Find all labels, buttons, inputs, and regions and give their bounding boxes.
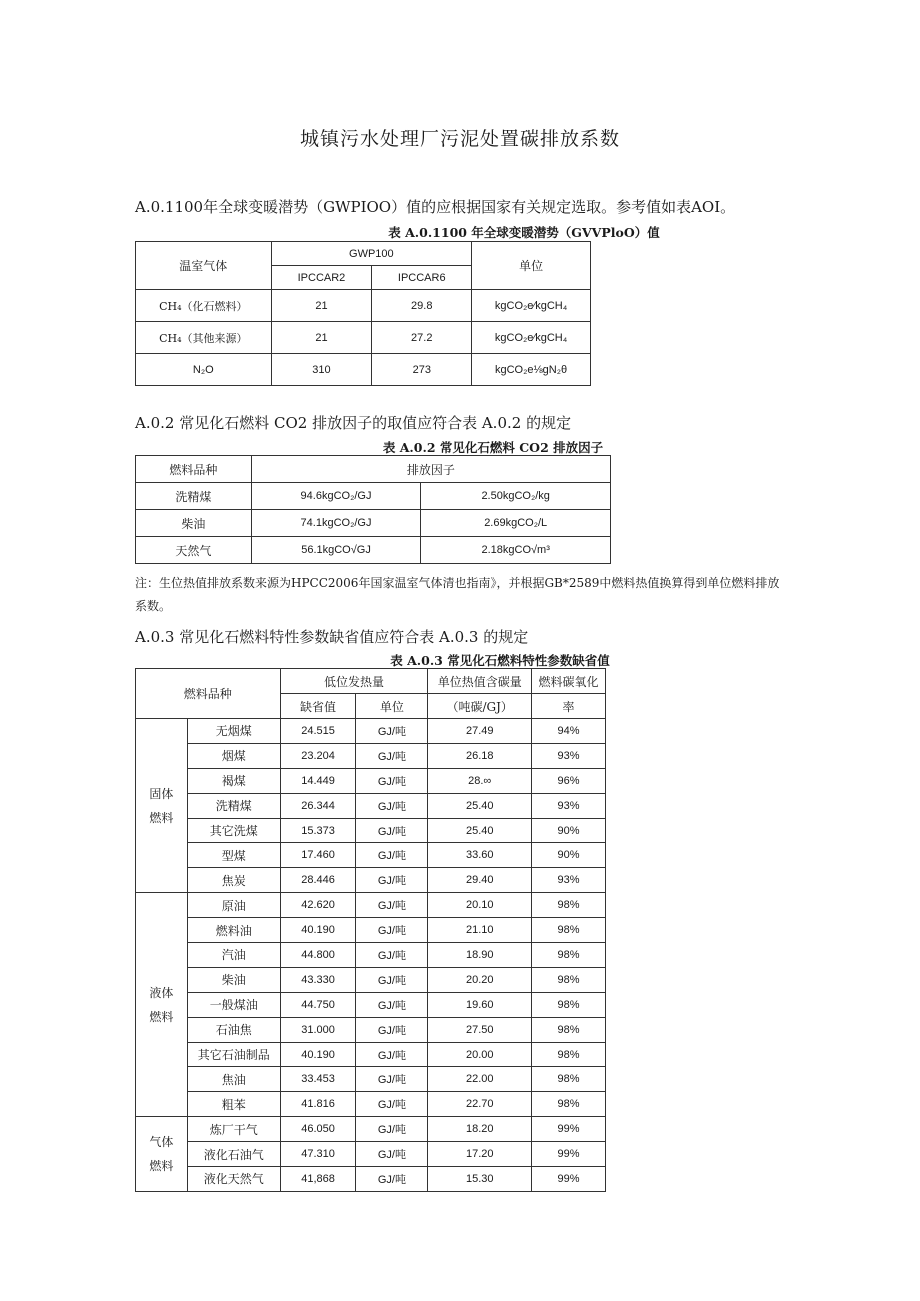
cell-fuel: 无烟煤 bbox=[187, 719, 280, 744]
group-label-line2: 燃料 bbox=[149, 1009, 174, 1024]
cell-factor-gj: 74.1kgCO₂/GJ bbox=[251, 510, 421, 537]
cell-fuel: 汽油 bbox=[187, 943, 280, 968]
table-row bbox=[136, 743, 606, 768]
cell-default: 33.453 bbox=[280, 1067, 356, 1092]
cell-factor-unit: 2.69kgCO₂/L bbox=[421, 510, 611, 537]
table-row bbox=[136, 1117, 606, 1142]
cell-fuel: 褐煤 bbox=[187, 768, 280, 793]
cell-carbon: 22.70 bbox=[428, 1092, 532, 1117]
cell-oxidation: 98% bbox=[532, 1067, 606, 1092]
header-oxidation-rate-2: 率 bbox=[532, 694, 606, 719]
cell-unit: GJ/吨 bbox=[356, 1117, 428, 1142]
cell-carbon: 28.∞ bbox=[428, 768, 532, 793]
table-row bbox=[136, 322, 591, 354]
cell-oxidation: 99% bbox=[532, 1167, 606, 1192]
cell-oxidation: 96% bbox=[532, 768, 606, 793]
cell-carbon: 29.40 bbox=[428, 868, 532, 893]
cell-oxidation: 93% bbox=[532, 743, 606, 768]
cell-unit: GJ/吨 bbox=[356, 818, 428, 843]
table-a02-note: 注：生位热值排放系数来源为HPCC2006年国家温室气体清也指南》，并根据GB*2589中燃料热值换算得到单位燃料排放系数。 bbox=[135, 576, 780, 613]
cell-default: 41.816 bbox=[280, 1092, 356, 1117]
cell-unit: kgCO₂e⁄kgCH₄ bbox=[472, 290, 591, 322]
table-row bbox=[136, 818, 606, 843]
cell-default: 23.204 bbox=[280, 743, 356, 768]
cell-fuel: 燃料油 bbox=[187, 918, 280, 943]
table-row bbox=[136, 967, 606, 992]
cell-unit: GJ/吨 bbox=[356, 868, 428, 893]
cell-ar2: 21 bbox=[271, 322, 372, 354]
cell-fuel: 液化天然气 bbox=[187, 1167, 280, 1192]
header-fuel: 燃料品种 bbox=[136, 669, 281, 719]
cell-oxidation: 90% bbox=[532, 818, 606, 843]
cell-oxidation: 98% bbox=[532, 943, 606, 968]
cell-default: 46.050 bbox=[280, 1117, 356, 1142]
table-a03 bbox=[135, 668, 606, 1192]
cell-unit: GJ/吨 bbox=[356, 843, 428, 868]
cell-carbon: 25.40 bbox=[428, 793, 532, 818]
cell-factor-gj: 94.6kgCO₂/GJ bbox=[251, 483, 421, 510]
header-fuel: 燃料品种 bbox=[136, 456, 252, 483]
cell-default: 40.190 bbox=[280, 1042, 356, 1067]
cell-unit: GJ/吨 bbox=[356, 1167, 428, 1192]
table-row bbox=[136, 354, 591, 386]
cell-gas: N₂O bbox=[136, 354, 272, 386]
cell-unit: kgCO₂e⁄kgCH₄ bbox=[472, 322, 591, 354]
cell-fuel: 洗精煤 bbox=[187, 793, 280, 818]
header-ar6: IPCCAR6 bbox=[372, 266, 472, 290]
table-row bbox=[136, 918, 606, 943]
table-a01-caption: 表 A.0.1100 年全球变暖潜势（GVVPloO）值 bbox=[388, 225, 660, 240]
table-a02 bbox=[135, 455, 611, 564]
cell-fuel: 焦炭 bbox=[187, 868, 280, 893]
header-ar2: IPCCAR2 bbox=[271, 266, 372, 290]
cell-gas: CH₄（其他来源） bbox=[136, 322, 272, 354]
section-a01-text: A.0.1100年全球变暖潜势（GWPIOO）值的应根据国家有关规定选取。参考值如表AOI。 bbox=[135, 198, 736, 216]
header-unit: 单位 bbox=[356, 694, 428, 719]
cell-fuel: 焦油 bbox=[187, 1067, 280, 1092]
cell-factor-unit: 2.50kgCO₂/kg bbox=[421, 483, 611, 510]
header-oxidation-rate: 燃料碳氧化 bbox=[532, 669, 606, 694]
cell-carbon: 20.10 bbox=[428, 893, 532, 918]
group-label bbox=[136, 893, 188, 1117]
group-label-line1: 固体 bbox=[149, 786, 174, 801]
cell-unit: GJ/吨 bbox=[356, 1092, 428, 1117]
cell-unit: GJ/吨 bbox=[356, 943, 428, 968]
cell-carbon: 20.20 bbox=[428, 967, 532, 992]
cell-default: 31.000 bbox=[280, 1017, 356, 1042]
section-a03-text: A.0.3 常见化石燃料特性参数缺省值应符合表 A.0.3 的规定 bbox=[135, 628, 529, 646]
table-row bbox=[136, 793, 606, 818]
cell-default: 44.800 bbox=[280, 943, 356, 968]
cell-ar2: 310 bbox=[271, 354, 372, 386]
table-row bbox=[136, 719, 606, 744]
cell-default: 28.446 bbox=[280, 868, 356, 893]
cell-fuel: 其它洗煤 bbox=[187, 818, 280, 843]
cell-unit: GJ/吨 bbox=[356, 992, 428, 1017]
group-label bbox=[136, 719, 188, 893]
cell-oxidation: 98% bbox=[532, 1042, 606, 1067]
header-default: 缺省值 bbox=[280, 694, 356, 719]
table-row bbox=[136, 943, 606, 968]
cell-unit: GJ/吨 bbox=[356, 793, 428, 818]
table-row bbox=[136, 1017, 606, 1042]
table-row bbox=[136, 1092, 606, 1117]
cell-unit: GJ/吨 bbox=[356, 1067, 428, 1092]
cell-unit: GJ/吨 bbox=[356, 743, 428, 768]
table-row bbox=[136, 893, 606, 918]
header-unit: 单位 bbox=[472, 242, 591, 290]
cell-oxidation: 99% bbox=[532, 1142, 606, 1167]
cell-oxidation: 98% bbox=[532, 893, 606, 918]
cell-carbon: 26.18 bbox=[428, 743, 532, 768]
cell-oxidation: 99% bbox=[532, 1117, 606, 1142]
cell-oxidation: 94% bbox=[532, 719, 606, 744]
cell-oxidation: 93% bbox=[532, 868, 606, 893]
cell-fuel: 洗精煤 bbox=[136, 483, 252, 510]
cell-carbon: 22.00 bbox=[428, 1067, 532, 1092]
cell-carbon: 18.20 bbox=[428, 1117, 532, 1142]
table-row bbox=[136, 768, 606, 793]
header-carbon-unit: （吨碳/GJ） bbox=[428, 694, 532, 719]
page-title: 城镇污水处理厂污泥处置碳排放系数 bbox=[299, 128, 620, 150]
cell-fuel: 炼厂干气 bbox=[187, 1117, 280, 1142]
cell-oxidation: 98% bbox=[532, 918, 606, 943]
cell-fuel: 型煤 bbox=[187, 843, 280, 868]
cell-ar6: 27.2 bbox=[372, 322, 472, 354]
group-label-line1: 液体 bbox=[149, 985, 174, 1000]
group-label-line1: 气体 bbox=[149, 1135, 174, 1150]
cell-default: 41,868 bbox=[280, 1167, 356, 1192]
cell-carbon: 18.90 bbox=[428, 943, 532, 968]
cell-fuel: 一般煤油 bbox=[187, 992, 280, 1017]
cell-oxidation: 98% bbox=[532, 992, 606, 1017]
cell-unit: GJ/吨 bbox=[356, 719, 428, 744]
header-lhv: 低位发热量 bbox=[280, 669, 428, 694]
cell-default: 47.310 bbox=[280, 1142, 356, 1167]
cell-gas: CH₄（化石燃料） bbox=[136, 290, 272, 322]
table-row bbox=[136, 290, 591, 322]
table-row bbox=[136, 1042, 606, 1067]
cell-unit: GJ/吨 bbox=[356, 768, 428, 793]
cell-carbon: 17.20 bbox=[428, 1142, 532, 1167]
header-factor: 排放因子 bbox=[251, 456, 610, 483]
cell-oxidation: 98% bbox=[532, 967, 606, 992]
group-label bbox=[136, 1117, 188, 1192]
cell-oxidation: 98% bbox=[532, 1092, 606, 1117]
table-row bbox=[136, 1142, 606, 1167]
cell-carbon: 33.60 bbox=[428, 843, 532, 868]
cell-carbon: 15.30 bbox=[428, 1167, 532, 1192]
table-row bbox=[136, 992, 606, 1017]
table-row bbox=[136, 483, 611, 510]
cell-default: 42.620 bbox=[280, 893, 356, 918]
cell-unit: GJ/吨 bbox=[356, 1017, 428, 1042]
cell-ar6: 29.8 bbox=[372, 290, 472, 322]
cell-fuel: 天然气 bbox=[136, 537, 252, 564]
header-gwp: GWP100 bbox=[271, 242, 472, 266]
cell-default: 43.330 bbox=[280, 967, 356, 992]
cell-default: 17.460 bbox=[280, 843, 356, 868]
cell-unit: GJ/吨 bbox=[356, 1142, 428, 1167]
cell-oxidation: 93% bbox=[532, 793, 606, 818]
cell-fuel: 原油 bbox=[187, 893, 280, 918]
cell-default: 26.344 bbox=[280, 793, 356, 818]
cell-fuel: 石油焦 bbox=[187, 1017, 280, 1042]
cell-oxidation: 98% bbox=[532, 1017, 606, 1042]
cell-fuel: 烟煤 bbox=[187, 743, 280, 768]
table-a01 bbox=[135, 241, 591, 386]
cell-carbon: 25.40 bbox=[428, 818, 532, 843]
cell-factor-gj: 56.1kgCO√GJ bbox=[251, 537, 421, 564]
cell-carbon: 21.10 bbox=[428, 918, 532, 943]
group-label-line2: 燃料 bbox=[149, 1159, 174, 1174]
cell-carbon: 20.00 bbox=[428, 1042, 532, 1067]
cell-default: 24.515 bbox=[280, 719, 356, 744]
cell-carbon: 27.49 bbox=[428, 719, 532, 744]
cell-unit: GJ/吨 bbox=[356, 918, 428, 943]
cell-unit: GJ/吨 bbox=[356, 967, 428, 992]
cell-factor-unit: 2.18kgCO√m³ bbox=[421, 537, 611, 564]
cell-carbon: 27.50 bbox=[428, 1017, 532, 1042]
cell-ar6: 273 bbox=[372, 354, 472, 386]
cell-fuel: 其它石油制品 bbox=[187, 1042, 280, 1067]
cell-default: 15.373 bbox=[280, 818, 356, 843]
table-a03-caption: 表 A.0.3 常见化石燃料特性参数缺省值 bbox=[390, 653, 610, 668]
table-a02-caption: 表 A.0.2 常见化石燃料 CO2 排放因子 bbox=[382, 440, 604, 455]
cell-default: 40.190 bbox=[280, 918, 356, 943]
cell-default: 14.449 bbox=[280, 768, 356, 793]
table-row bbox=[136, 843, 606, 868]
table-row bbox=[136, 868, 606, 893]
cell-unit: GJ/吨 bbox=[356, 893, 428, 918]
group-label-line2: 燃料 bbox=[149, 810, 174, 825]
header-carbon-content: 单位热值含碳量 bbox=[428, 669, 532, 694]
cell-fuel: 液化石油气 bbox=[187, 1142, 280, 1167]
cell-fuel: 柴油 bbox=[187, 967, 280, 992]
cell-unit: GJ/吨 bbox=[356, 1042, 428, 1067]
cell-fuel: 粗苯 bbox=[187, 1092, 280, 1117]
table-row bbox=[136, 1167, 606, 1192]
cell-default: 44.750 bbox=[280, 992, 356, 1017]
cell-fuel: 柴油 bbox=[136, 510, 252, 537]
cell-unit: kgCO₂e⅛gN₂θ bbox=[472, 354, 591, 386]
table-row bbox=[136, 1067, 606, 1092]
table-row bbox=[136, 510, 611, 537]
cell-oxidation: 90% bbox=[532, 843, 606, 868]
cell-carbon: 19.60 bbox=[428, 992, 532, 1017]
cell-ar2: 21 bbox=[271, 290, 372, 322]
section-a02-text: A.0.2 常见化石燃料 CO2 排放因子的取值应符合表 A.0.2 的规定 bbox=[135, 414, 572, 432]
header-gas: 温室气体 bbox=[136, 242, 272, 290]
table-row bbox=[136, 537, 611, 564]
